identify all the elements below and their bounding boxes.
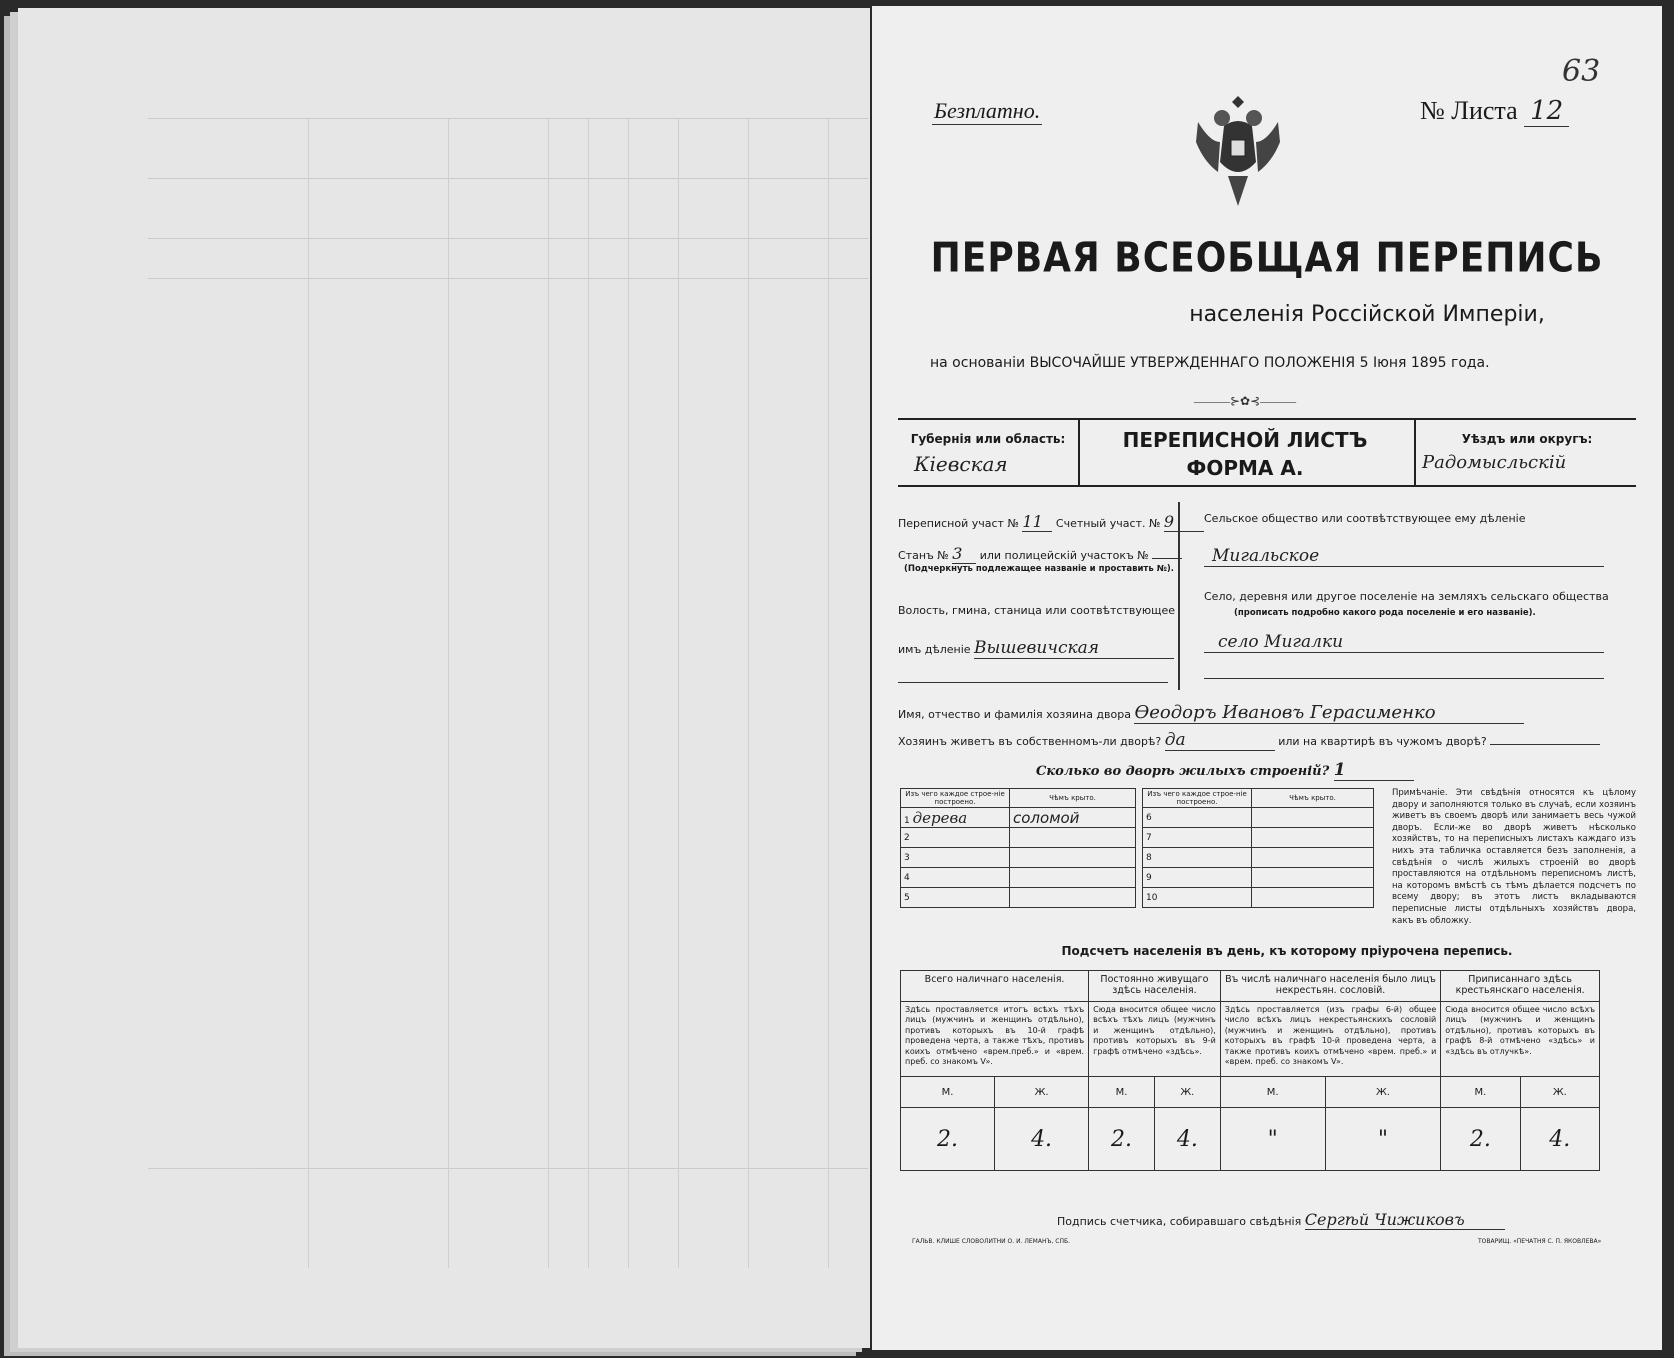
village-label: Село, деревня или другое поселеніе на земляхъ сельскаго общества bbox=[1204, 590, 1609, 603]
own-yard-value: да bbox=[1165, 730, 1275, 751]
pop-desc-non-peasant: Здѣсь проставляется (изъ графы 6-й) общее число всѣхъ лицъ некрестьянскихъ сословій (мужчинъ и женщинъ отдѣльно), противъ которыхъ въ графѣ 10-й проведена черта, а также противъ коихъ отмѣчено «врем. преб.» и «врем. преб. со знакомъ V». bbox=[1220, 1002, 1440, 1077]
left-page-faint-lines bbox=[148, 118, 868, 1268]
male-header: М. bbox=[1089, 1077, 1155, 1108]
form-legal-basis: на основаніи ВЫСОЧАЙШЕ УТВЕРЖДЕННАГО ПОЛОЖЕНІЯ 5 Іюня 1895 года. bbox=[930, 355, 1490, 371]
male-header: М. bbox=[1220, 1077, 1325, 1108]
female-header: Ж. bbox=[1325, 1077, 1441, 1108]
col-roof-header: Чѣмъ крыто. bbox=[1010, 789, 1136, 808]
census-area-label: Переписной участ № bbox=[898, 517, 1019, 530]
owner-value: Ѳеодоръ Ивановъ Герасименко bbox=[1134, 702, 1524, 724]
resident-female-value: 4. bbox=[1154, 1108, 1220, 1171]
registered-male-value: 2. bbox=[1441, 1108, 1520, 1171]
volost-line bbox=[898, 638, 1174, 659]
table-row bbox=[901, 848, 1136, 868]
form-main-title: ПЕРВАЯ ВСЕОБЩАЯ ПЕРЕПИСЬ bbox=[930, 234, 1604, 283]
census-area-value: 11 bbox=[1022, 512, 1052, 532]
owner-label: Имя, отчество и фамилія хозяина двора bbox=[898, 708, 1131, 721]
table-row bbox=[1143, 808, 1374, 828]
district-value: Радомысльскій bbox=[1422, 452, 1567, 473]
row-number: 1 bbox=[904, 815, 910, 826]
buildings-line bbox=[1036, 760, 1414, 781]
pop-head-total: Всего наличнаго населенія. bbox=[901, 971, 1089, 1002]
count-area-value: 9 bbox=[1164, 512, 1204, 532]
sheet-number-value: 12 bbox=[1524, 96, 1569, 127]
form-subtitle: населенія Россійской Имперіи, bbox=[1189, 302, 1545, 327]
row-number: 4 bbox=[901, 868, 1010, 888]
table-row bbox=[1143, 888, 1374, 908]
sheet-number bbox=[1420, 96, 1569, 126]
stan-line bbox=[898, 544, 1182, 564]
volost-label: Волость, гмина, станица или соотвѣтствующее bbox=[898, 604, 1176, 617]
pop-head-resident: Постоянно живущаго здѣсь населенія. bbox=[1089, 971, 1221, 1002]
table-row bbox=[1143, 868, 1374, 888]
table-row bbox=[1143, 848, 1374, 868]
signature-line bbox=[1057, 1210, 1505, 1230]
vertical-divider bbox=[1178, 502, 1180, 690]
form-name: ФОРМА А. bbox=[1186, 456, 1304, 480]
non-peasant-female-value: " bbox=[1325, 1108, 1441, 1171]
material-value: дерева bbox=[912, 808, 968, 827]
ornament-divider: ———⊱✿⊰——— bbox=[1194, 394, 1297, 408]
pop-desc-registered: Сюда вносится общее число всѣхъ лицъ (мужчинъ и женщинъ отдѣльно), противъ которыхъ въ графѣ 8-й отмѣчено «здѣсь» и «здѣсь въ отлучкѣ». bbox=[1441, 1002, 1600, 1077]
volost-value: Вышевичская bbox=[974, 638, 1174, 659]
province-label: Губернія или область: bbox=[910, 432, 1066, 446]
row-number: 6 bbox=[1143, 808, 1252, 828]
yard-line bbox=[898, 730, 1600, 751]
row-number: 2 bbox=[901, 828, 1010, 848]
population-caption: Подсчетъ населенія въ день, къ которому пріурочена перепись. bbox=[1061, 944, 1513, 958]
pop-head-registered: Приписаннаго здѣсь крестьянскаго населенія. bbox=[1441, 971, 1600, 1002]
form-header-box bbox=[898, 418, 1636, 487]
table-row bbox=[901, 828, 1136, 848]
row-number: 8 bbox=[1143, 848, 1252, 868]
rent-value bbox=[1490, 744, 1600, 745]
female-header: Ж. bbox=[1154, 1077, 1220, 1108]
province-cell bbox=[898, 420, 1080, 485]
pop-desc-total: Здѣсь проставляется итогъ всѣхъ тѣхъ лицъ (мужчинъ и женщинъ отдѣльно), противъ которыхъ въ 10-й графѣ проведена черта, а также тѣхъ, противъ коихъ отмѣчено «врем.преб.» и «врем. преб. со знакомъ V». bbox=[901, 1002, 1089, 1077]
buildings-label: Сколько во дворѣ жилыхъ строеній? bbox=[1036, 764, 1330, 779]
buildings-table-right bbox=[1142, 788, 1374, 908]
col-material-header: Изъ чего каждое строе-ніе построено. bbox=[901, 789, 1010, 808]
village-line bbox=[1204, 632, 1604, 653]
printer-imprint-left: ГАЛЬВ. КЛИШЕ СЛОВОЛИТНИ О. И. ЛЕМАНЪ, СПБ. bbox=[912, 1238, 1071, 1245]
village-note: (прописать подробно какого рода поселеніе и его названіе). bbox=[1234, 608, 1536, 618]
registered-female-value: 4. bbox=[1520, 1108, 1599, 1171]
printer-imprint-right: ТОВАРИЩ. «ПЕЧАТНЯ С. П. ЯКОВЛЕВА» bbox=[1478, 1238, 1602, 1245]
volost-extra-line bbox=[898, 682, 1168, 683]
pop-head-non-peasant: Въ числѣ наличнаго населенія было лицъ некрестьян. сословій. bbox=[1220, 971, 1440, 1002]
sheet-number-label: № Листа bbox=[1420, 96, 1518, 125]
sheet-title-cell bbox=[1080, 420, 1410, 485]
resident-male-value: 2. bbox=[1089, 1108, 1155, 1171]
owner-line bbox=[898, 702, 1524, 724]
village-extra-line bbox=[1204, 678, 1604, 679]
rent-label: или на квартирѣ въ чужомъ дворѣ? bbox=[1278, 735, 1487, 748]
row-number: 5 bbox=[901, 888, 1010, 908]
stan-value: 3 bbox=[952, 544, 976, 564]
male-header: М. bbox=[1441, 1077, 1520, 1108]
table-row bbox=[1143, 828, 1374, 848]
table-row bbox=[901, 888, 1136, 908]
row-number: 7 bbox=[1143, 828, 1252, 848]
male-header: М. bbox=[901, 1077, 995, 1108]
sheet-title: ПЕРЕПИСНОЙ ЛИСТЪ bbox=[1122, 428, 1368, 452]
col-material-header-2: Изъ чего каждое строе-ніе построено. bbox=[1143, 789, 1252, 808]
female-header: Ж. bbox=[995, 1077, 1089, 1108]
total-male-value: 2. bbox=[901, 1108, 995, 1171]
district-cell bbox=[1414, 420, 1638, 485]
village-value: село Мигалки bbox=[1218, 632, 1344, 652]
own-yard-label: Хозяинъ живетъ въ собственномъ-ли дворѣ? bbox=[898, 735, 1162, 748]
pop-desc-resident: Сюда вносится общее число всѣхъ тѣхъ лицъ (мужчинъ и женщинъ отдѣльно), противъ которыхъ въ 9-й графѣ отмѣчено «здѣсь». bbox=[1089, 1002, 1221, 1077]
roof-value: соломой bbox=[1010, 808, 1136, 828]
page-number-mark: 63 bbox=[1562, 54, 1601, 89]
total-female-value: 4. bbox=[995, 1108, 1089, 1171]
district-label: Уѣздъ или округъ: bbox=[1461, 432, 1593, 446]
buildings-table-left bbox=[900, 788, 1136, 908]
population-table bbox=[900, 970, 1600, 1171]
table-row bbox=[901, 868, 1136, 888]
society-line bbox=[1204, 546, 1604, 567]
non-peasant-male-value: " bbox=[1220, 1108, 1325, 1171]
signature-value: Сергѣй Чижиковъ bbox=[1305, 1210, 1505, 1230]
row-number: 9 bbox=[1143, 868, 1252, 888]
row-number: 3 bbox=[901, 848, 1010, 868]
stan-label: Станъ № bbox=[898, 549, 949, 562]
signature-label: Подпись счетчика, собиравшаго свѣдѣнія bbox=[1057, 1215, 1302, 1228]
census-area-line bbox=[898, 512, 1204, 532]
buildings-value: 1 bbox=[1334, 760, 1414, 781]
left-page bbox=[18, 8, 870, 1348]
province-value: Кіевская bbox=[914, 452, 1008, 476]
society-value: Мигальское bbox=[1212, 546, 1320, 566]
society-label: Сельское общество или соотвѣтствующее ему дѣленіе bbox=[1204, 512, 1526, 525]
buildings-note: Примѣчаніе. Эти свѣдѣнія относятся къ цѣлому двору и заполняются только въ случаѣ, если хозяинъ живетъ въ своемъ дворѣ или занимаетъ весь чужой дворъ. Если-же во дворѣ живетъ нѣсколько хозяйствъ, то на переписныхъ листахъ каждаго изъ нихъ эта табличка оставляется безъ заполненія, а свѣдѣнія о числѣ жилыхъ строеній во дворѣ проставляются на отдѣльномъ переписномъ листѣ, на которомъ вмѣстѣ съ тѣмъ дѣлается подсчетъ по всему двору; въ этотъ листъ вкладываются переписные листы отдѣльныхъ хозяйствъ двора, какъ въ обложку. bbox=[1392, 788, 1636, 926]
col-roof-header-2: Чѣмъ крыто. bbox=[1252, 789, 1374, 808]
double-headed-eagle-emblem bbox=[1194, 92, 1282, 210]
female-header: Ж. bbox=[1520, 1077, 1599, 1108]
row-number: 10 bbox=[1143, 888, 1252, 908]
count-area-label: Счетный участ. № bbox=[1055, 517, 1161, 530]
police-label: или полицейскій участокъ № bbox=[979, 549, 1149, 562]
volost-label-2: имъ дѣленіе bbox=[898, 643, 971, 656]
underline-note: (Подчеркнуть подлежащее названіе и проставить №). bbox=[904, 564, 1174, 574]
free-label: Безплатно. bbox=[934, 98, 1041, 123]
census-form-page bbox=[872, 6, 1662, 1350]
table-row bbox=[901, 808, 1136, 828]
